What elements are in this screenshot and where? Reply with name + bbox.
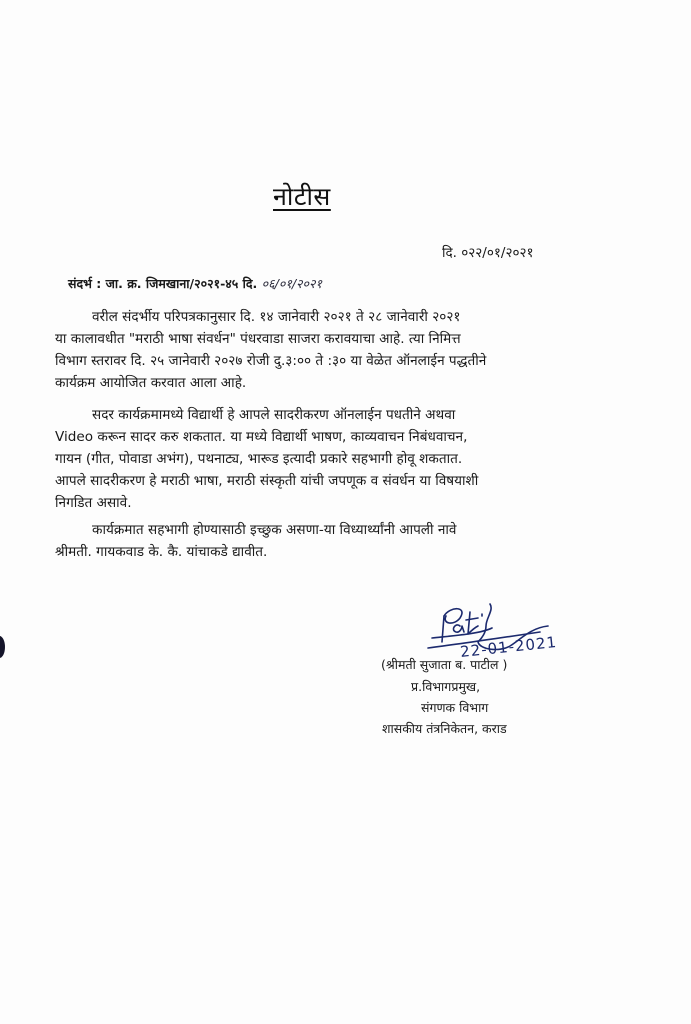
paragraph-line: गायन (गीत, पोवाडा अभंग), पथनाट्य, भारूड इत्यादी प्रकारे सहभागी होवू शकतात. <box>55 451 463 467</box>
signatory-name: (श्रीमती सुजाता ब. पाटील ) <box>381 657 508 672</box>
paragraph-line: सदर कार्यक्रमामध्ये विद्यार्थी हे आपले सादरीकरण ऑनलाईन पधतीने अथवा <box>92 407 456 423</box>
signature-handwritten-date: 22-01-2021 <box>459 632 558 662</box>
punch-hole-mark <box>0 636 5 658</box>
reference-label: संदर्भ : जा. क्र. जिमखाना/२०२१-४५ दि. <box>68 276 262 291</box>
paragraph-1 <box>55 306 585 394</box>
paragraph-line: श्रीमती. गायकवाड के. कै. यांचाकडे द्यावीत. <box>55 544 268 560</box>
paragraph-line: कार्यक्रम आयोजित करवात आला आहे. <box>55 375 247 391</box>
paragraph-2 <box>55 404 585 514</box>
notice-date: दि. ०२२/०१/२०२१ <box>442 245 534 261</box>
reference-handwritten-date: ०६/०१/२०२१ <box>261 276 323 291</box>
paragraph-line: निगडित असावे. <box>55 495 132 511</box>
signatory-department: संगणक विभाग <box>421 700 489 715</box>
signatory-designation: प्र.विभागप्रमुख, <box>411 679 481 694</box>
paragraph-line: Video करून सादर करु शकतात. या मध्ये विद्यार्थी भाषण, काव्यवाचन निबंधवाचन, <box>55 429 468 445</box>
paragraph-line: विभाग स्तरावर दि. २५ जानेवारी २०२७ रोजी दु.३:०० ते :३० या वेळेत ऑनलाईन पद्धतीने <box>55 353 487 369</box>
paragraph-line: या कालावधीत "मराठी भाषा संवर्धन" पंधरवाडा साजरा करावयाचा आहे. त्या निमित्त <box>55 331 461 347</box>
paragraph-line: आपले सादरीकरण हे मराठी भाषा, मराठी संस्कृती यांची जपणूक व संवर्धन या विषयाशी <box>55 473 479 489</box>
paragraph-line: कार्यक्रमात सहभागी होण्यासाठी इच्छुक असणा-या विध्यार्थ्यांनी आपली नावे <box>92 522 457 538</box>
notice-title: नोटीस <box>273 182 331 211</box>
reference-line <box>68 275 322 293</box>
paragraph-3 <box>55 519 585 563</box>
signatory-institution: शासकीय तंत्रनिकेतन, कराड <box>382 721 507 736</box>
paragraph-line: वरील संदर्भीय परिपत्रकानुसार दि. १४ जानेवारी २०२१ ते २८ जानेवारी २०२१ <box>92 309 461 325</box>
